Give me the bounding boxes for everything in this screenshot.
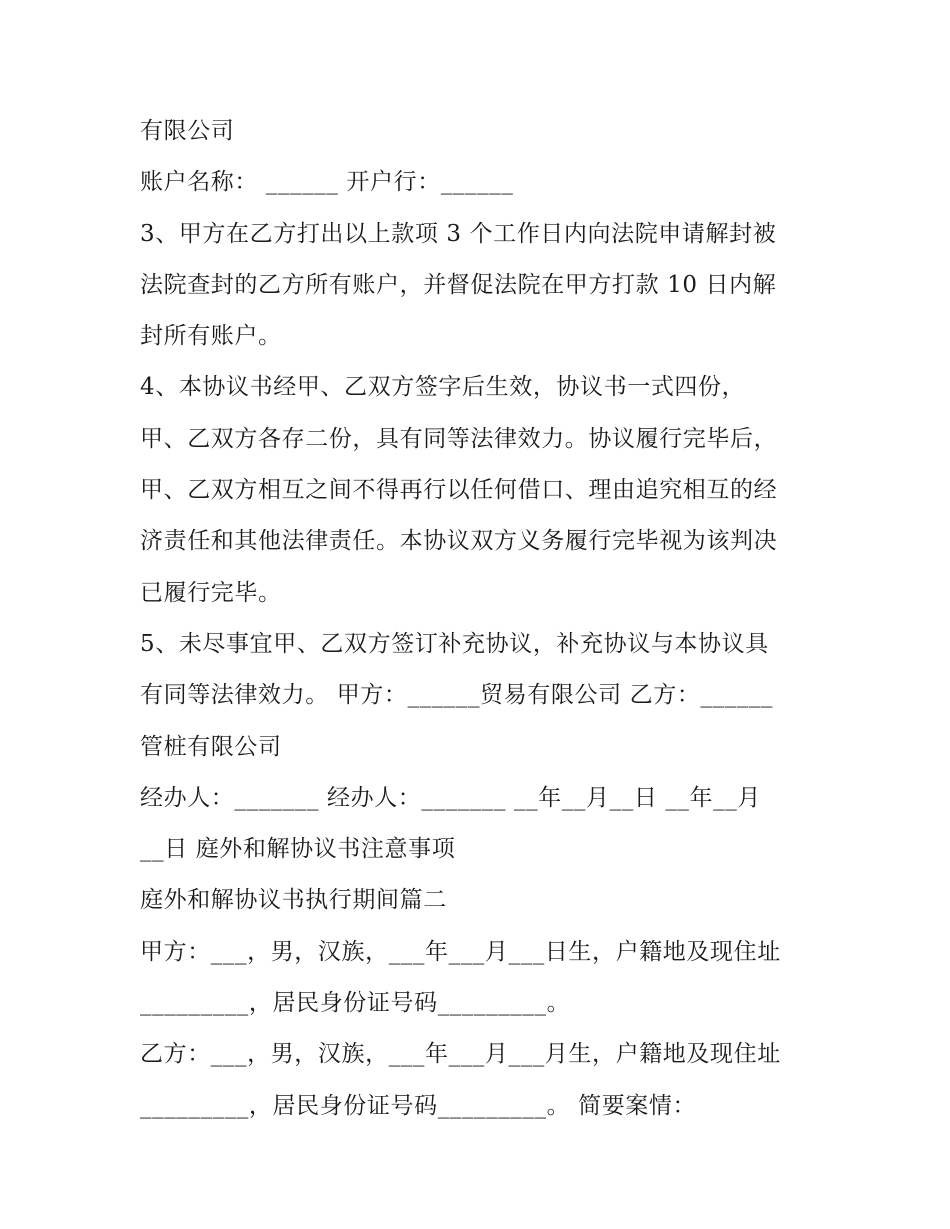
- text-line: 法院查封的乙方所有账户，并督促法院在甲方打款 10 日内解: [140, 271, 777, 298]
- text-line: 有同等法律效力。 甲方：______贸易有限公司 乙方：______: [140, 682, 774, 709]
- text-line: 管桩有限公司: [140, 733, 282, 760]
- text-line: 经办人：_______ 经办人：_______ __年__月__日 __年__月: [140, 784, 761, 811]
- text-line: 甲、乙双方各存二份，具有同等法律效力。协议履行完毕后，: [140, 425, 778, 452]
- text-line: _________，居民身份证号码_________。: [140, 990, 571, 1017]
- text-line: _________，居民身份证号码_________。 简要案情：: [140, 1092, 697, 1119]
- text-line: 已履行完毕。: [140, 579, 282, 606]
- text-line: 甲方：___，男，汉族，___年___月___日生，户籍地及现住址: [140, 938, 781, 965]
- text-line: 乙方：___，男，汉族，___年___月___月生，户籍地及现住址: [140, 1041, 781, 1068]
- text-line: __日 庭外和解协议书注意事项: [140, 836, 456, 863]
- text-line: 5、未尽事宜甲、乙双方签订补充协议，补充协议与本协议具: [140, 630, 769, 657]
- text-line: 账户名称： ______ 开户行：______: [140, 169, 514, 196]
- document-body: [140, 106, 830, 1132]
- text-line: 济责任和其他法律责任。本协议双方义务履行完毕视为该判决: [140, 528, 778, 555]
- text-line: 有限公司: [140, 118, 235, 144]
- text-line: 封所有账户。: [140, 323, 282, 350]
- text-line: 3、甲方在乙方打出以上款项 3 个工作日内向法院申请解封被: [140, 220, 777, 247]
- text-line: 4、本协议书经甲、乙双方签字后生效，协议书一式四份，: [140, 374, 746, 401]
- text-line: 甲、乙双方相互之间不得再行以任何借口、理由追究相互的经: [140, 477, 778, 504]
- text-line: 庭外和解协议书执行期间篇二: [140, 887, 447, 914]
